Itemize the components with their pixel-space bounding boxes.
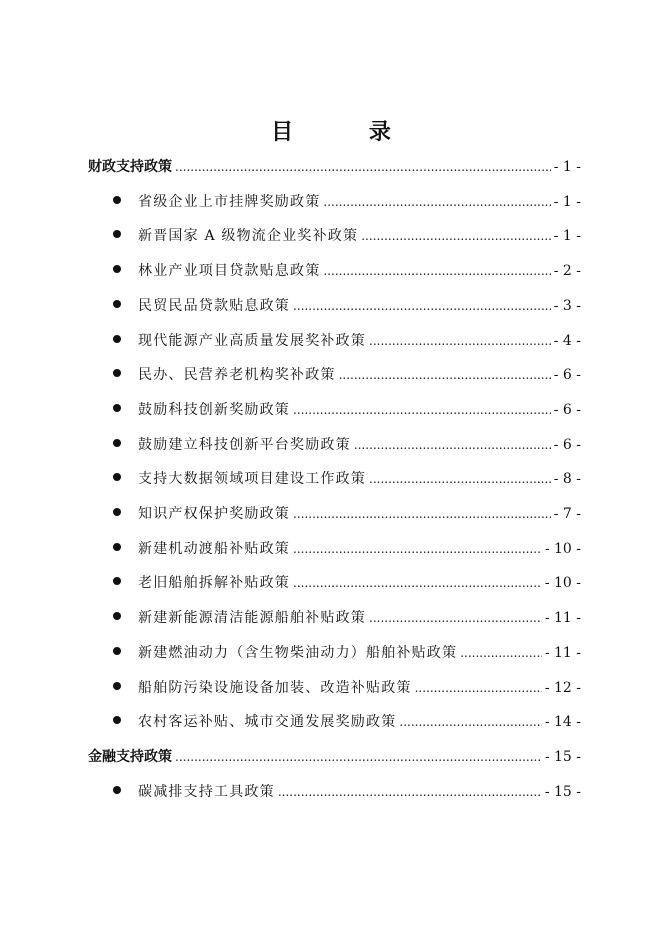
- dot-leader: [369, 326, 551, 356]
- dot-leader: [293, 291, 551, 321]
- toc-item-label: 民贸民品贷款贴息政策: [138, 297, 290, 314]
- dot-leader: [293, 395, 551, 425]
- toc-item-row[interactable]: [113, 534, 581, 564]
- dot-leader: [399, 707, 541, 737]
- toc-page-number: - 6 -: [553, 401, 581, 418]
- bullet-icon: [113, 404, 121, 412]
- toc-item-label: 民办、民营养老机构奖补政策: [138, 367, 336, 384]
- bullet-icon: [113, 196, 121, 204]
- dot-leader: [293, 568, 542, 598]
- dot-leader: [293, 499, 551, 529]
- dot-leader: [369, 464, 551, 494]
- bullet-icon: [113, 716, 121, 724]
- bullet-icon: [113, 786, 121, 794]
- toc-page-number: - 1 -: [553, 193, 581, 210]
- dot-leader: [175, 152, 551, 182]
- toc-item-row[interactable]: [113, 395, 581, 425]
- dot-leader: [339, 360, 551, 390]
- toc-page-number: - 2 -: [553, 263, 581, 280]
- dot-leader: [175, 742, 542, 772]
- toc-page-number: - 10 -: [544, 540, 581, 557]
- bullet-icon: [113, 230, 121, 238]
- toc-item-row[interactable]: [113, 777, 581, 807]
- toc-item-label: 老旧船舶拆解补贴政策: [138, 575, 290, 592]
- toc-page-number: - 1 -: [553, 228, 581, 245]
- toc-item-row[interactable]: [113, 568, 581, 598]
- toc-page-number: - 11 -: [544, 644, 581, 661]
- toc-item-label: 新建燃油动力（含生物柴油动力）船舶补贴政策: [138, 644, 458, 661]
- bullet-icon: [113, 612, 121, 620]
- toc-page-number: - 3 -: [553, 297, 581, 314]
- toc-page-number: - 15 -: [544, 783, 581, 800]
- toc-page-number: - 14 -: [544, 714, 581, 731]
- bullet-icon: [113, 543, 121, 551]
- dot-leader: [415, 673, 542, 703]
- toc-item-label: 农村客运补贴、城市交通发展奖励政策: [138, 714, 397, 731]
- bullet-icon: [113, 265, 121, 273]
- toc-page-number: - 11 -: [544, 610, 581, 627]
- bullet-icon: [113, 577, 121, 585]
- toc-item-label: 省级企业上市挂牌奖励政策: [138, 193, 321, 210]
- bullet-icon: [113, 473, 121, 481]
- toc-page-number: - 7 -: [553, 506, 581, 522]
- dot-leader: [460, 638, 542, 668]
- toc-item-row[interactable]: [113, 464, 581, 494]
- toc-page-number: - 10 -: [544, 575, 581, 592]
- toc-item-label: 鼓励建立科技创新平台奖励政策: [138, 436, 351, 453]
- dot-leader: [369, 603, 542, 633]
- toc-item-label: 新晋国家 A 级物流企业奖补政策: [138, 228, 359, 245]
- dot-leader: [323, 187, 550, 217]
- toc-item-row[interactable]: [113, 291, 581, 321]
- toc-page-number: - 12 -: [544, 679, 581, 696]
- bullet-icon: [113, 369, 121, 377]
- bullet-icon: [113, 682, 121, 690]
- toc-item-row[interactable]: [113, 256, 581, 286]
- toc-section-row[interactable]: [88, 152, 581, 182]
- toc-item-label: 碳减排支持工具政策: [138, 783, 275, 800]
- toc-section-label: 财政支持政策: [88, 159, 172, 175]
- toc-item-row[interactable]: [113, 326, 581, 356]
- toc-item-row[interactable]: [113, 221, 581, 251]
- toc-item-row[interactable]: [113, 430, 581, 460]
- toc-item-row[interactable]: [113, 603, 581, 633]
- dot-leader: [354, 430, 551, 460]
- dot-leader: [293, 534, 542, 564]
- toc-item-label: 船舶防污染设施设备加装、改造补贴政策: [138, 679, 412, 696]
- toc-item-row[interactable]: [113, 673, 581, 703]
- bullet-icon: [113, 647, 121, 655]
- bullet-icon: [113, 300, 121, 308]
- toc-section-row[interactable]: [88, 742, 581, 772]
- dot-leader: [361, 221, 551, 251]
- toc-item-row[interactable]: [113, 187, 581, 217]
- toc-item-label: 知识产权保护奖励政策: [138, 506, 290, 522]
- toc-item-label: 支持大数据领域项目建设工作政策: [138, 471, 366, 488]
- toc-item-row[interactable]: [113, 499, 581, 529]
- toc-item-label: 新建机动渡船补贴政策: [138, 540, 290, 557]
- toc-item-label: 新建新能源清洁能源船舶补贴政策: [138, 610, 366, 627]
- dot-leader: [323, 256, 550, 286]
- toc-section-label: 金融支持政策: [88, 748, 172, 765]
- page-title: 目 录: [271, 119, 425, 145]
- toc-item-row[interactable]: [113, 707, 581, 737]
- toc-page-number: - 4 -: [553, 332, 581, 349]
- bullet-icon: [113, 439, 121, 447]
- bullet-icon: [113, 335, 121, 343]
- toc-page-number: - 15 -: [544, 748, 581, 765]
- toc-item-row[interactable]: [113, 638, 581, 668]
- toc-item-label: 现代能源产业高质量发展奖补政策: [138, 332, 366, 349]
- toc-page-number: - 1 -: [553, 159, 581, 175]
- toc-item-label: 鼓励科技创新奖励政策: [138, 401, 290, 418]
- dot-leader: [278, 777, 542, 807]
- toc-page-number: - 8 -: [553, 471, 581, 488]
- toc-page-number: - 6 -: [553, 436, 581, 453]
- toc-item-row[interactable]: [113, 360, 581, 390]
- toc-page-number: - 6 -: [553, 367, 581, 384]
- bullet-icon: [113, 508, 121, 516]
- toc-item-label: 林业产业项目贷款贴息政策: [138, 263, 321, 280]
